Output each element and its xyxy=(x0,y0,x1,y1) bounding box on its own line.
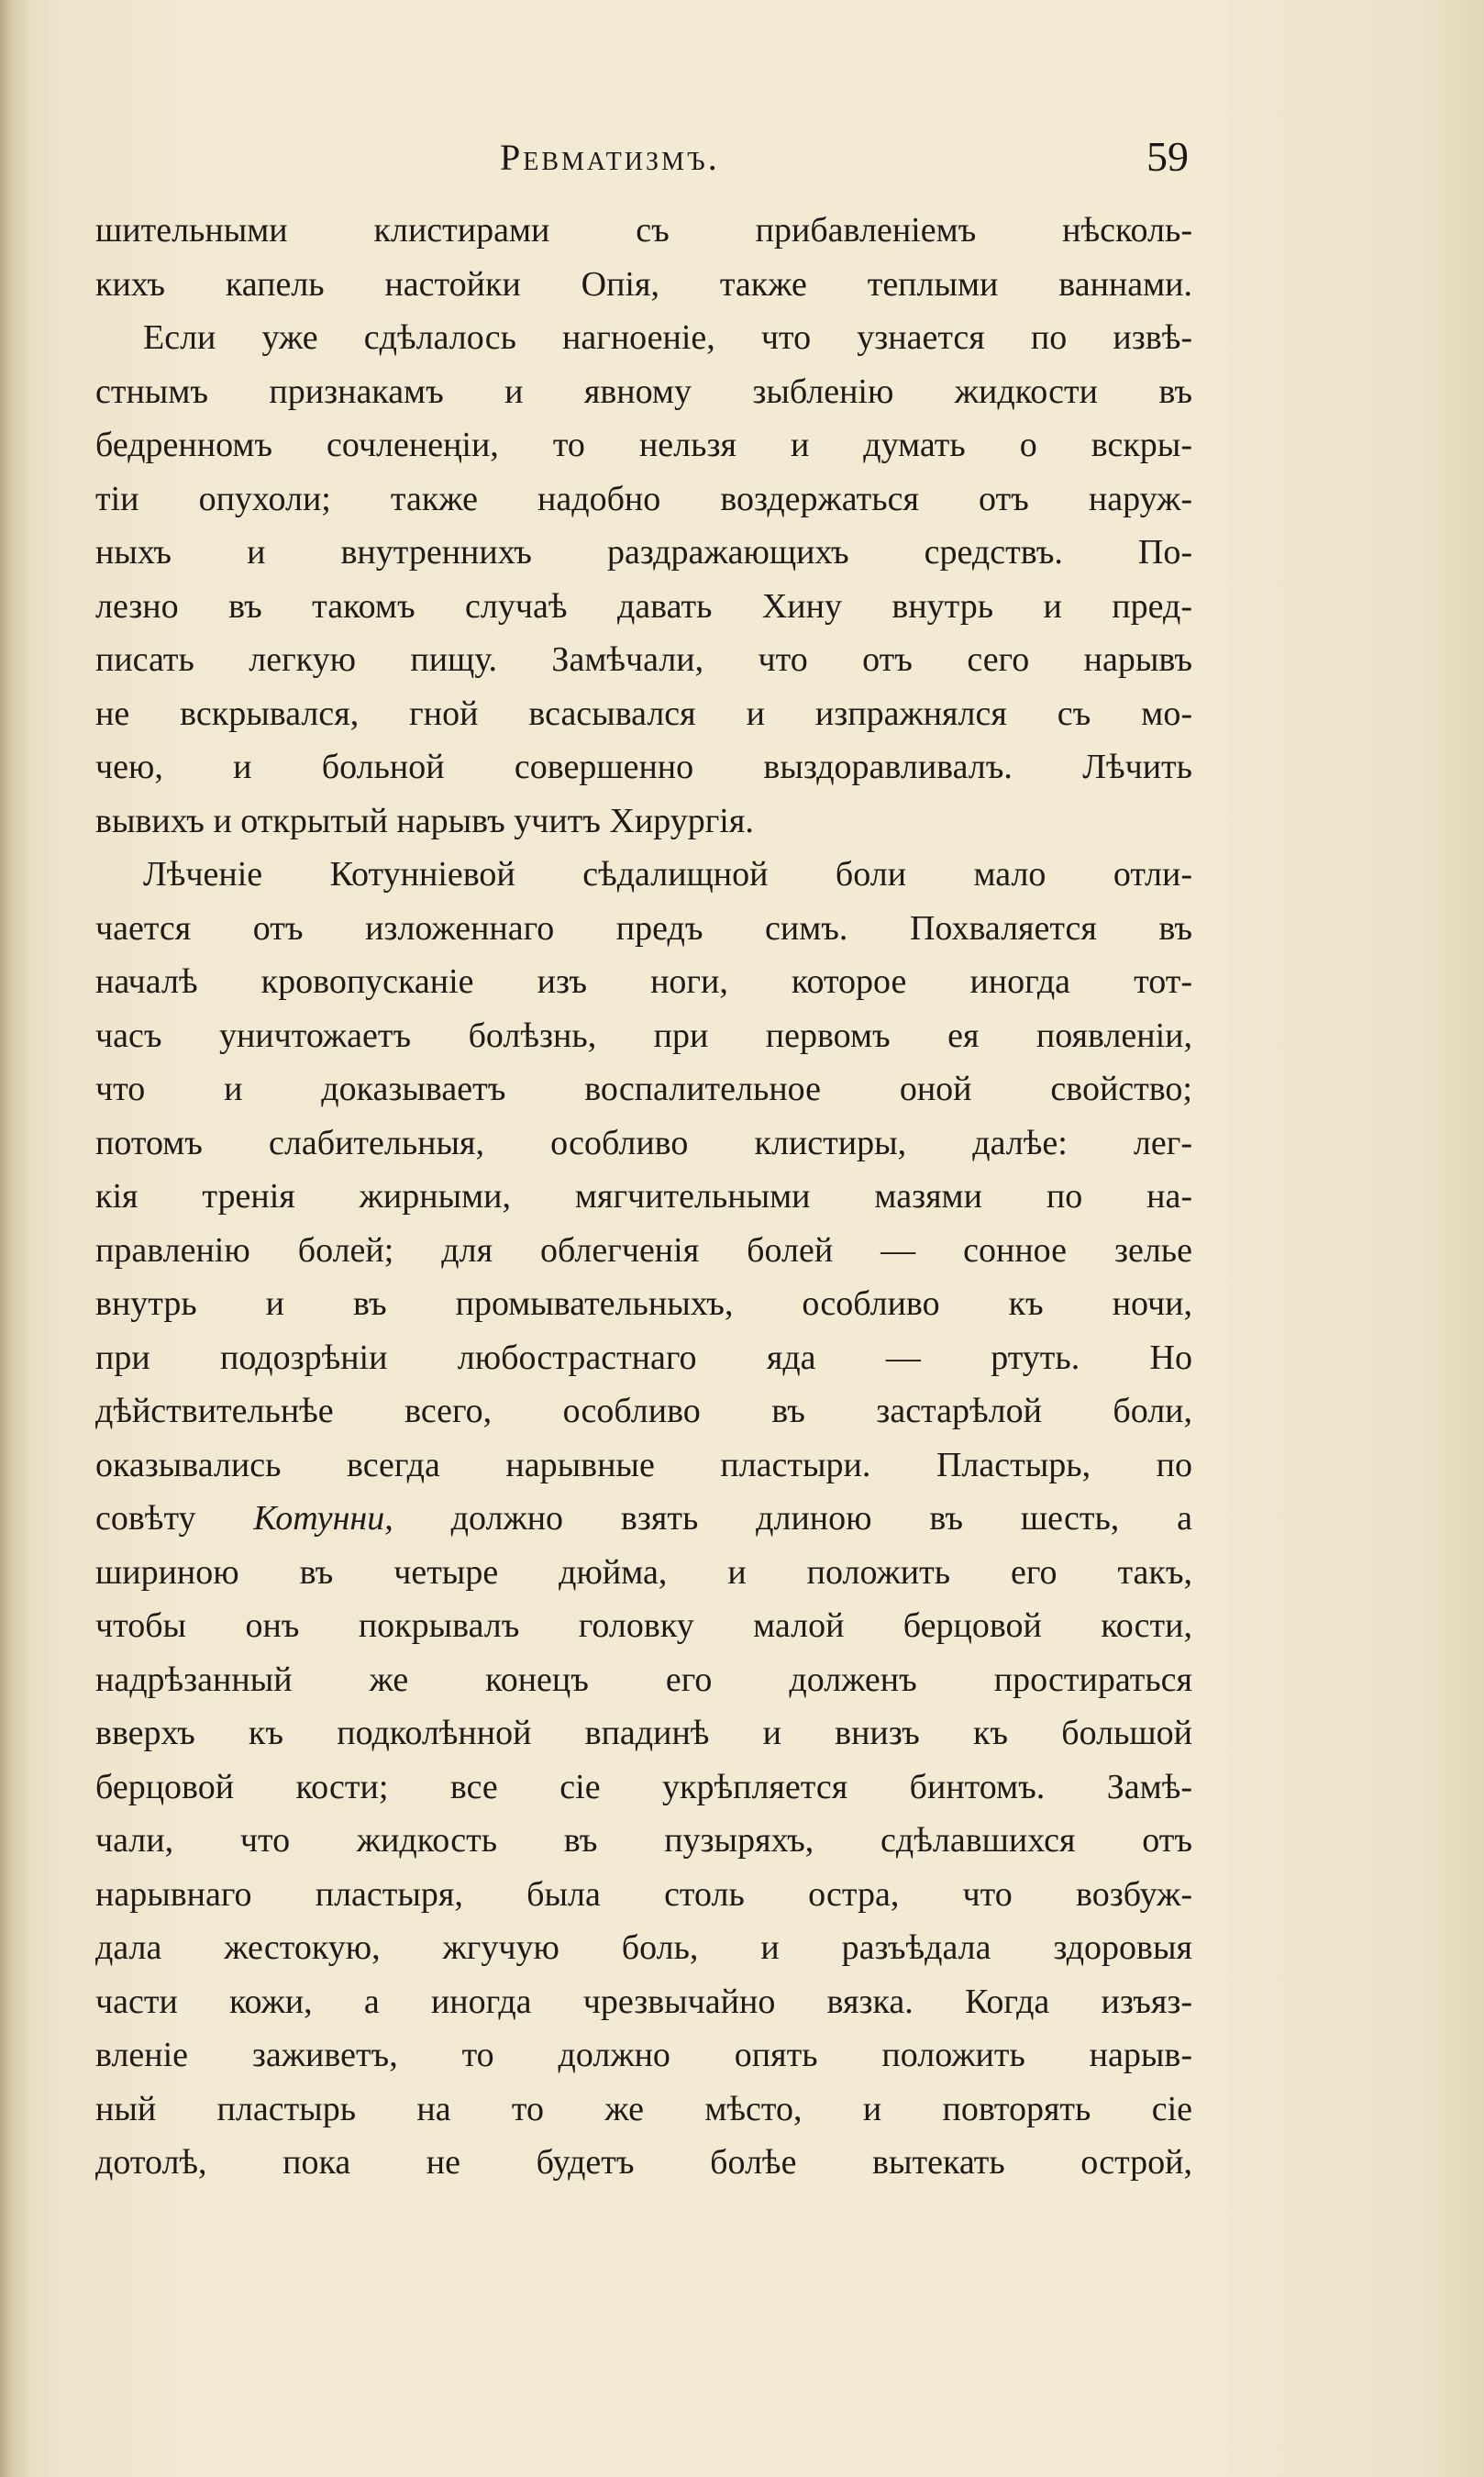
text-line: шительными клистирами съ прибавленіемъ нѣсколь- xyxy=(95,211,1192,250)
text-segment: должно взять длиною въ шесть, а xyxy=(450,1499,1192,1538)
text-line: нарывнаго пластыря, была столь остра, что возбуж- xyxy=(95,1874,1192,1914)
body-text xyxy=(95,204,1192,2190)
text-line: при подозрѣніи любострастнаго яда — ртуть. Но xyxy=(95,1338,1192,1377)
text-line: стнымъ признакамъ и явному зыбленію жидкости въ xyxy=(95,372,1192,411)
text-line: вывихъ и открытый нарывъ учитъ Хирургія. xyxy=(95,801,754,840)
text-line: шириною въ четыре дюйма, и положить его такъ, xyxy=(95,1552,1192,1592)
text-line: потомъ слабительныя, особливо клистиры, далѣе: лег- xyxy=(95,1123,1192,1162)
text-line: кихъ капель настойки Опія, также теплыми ваннами. xyxy=(95,264,1192,304)
text-line: Если уже сдѣлалось нагноеніе, что узнается по извѣ- xyxy=(143,318,1192,357)
text-line: берцовой кости; все сіе укрѣпляется бинтомъ. Замѣ- xyxy=(95,1767,1192,1806)
running-title: Ревматизмъ. xyxy=(500,137,720,178)
text-line: внутрь и въ промывательныхъ, особливо къ ночи, xyxy=(95,1284,1192,1323)
text-line: надрѣзанный же конецъ его долженъ простираться xyxy=(95,1660,1192,1699)
text-line: Лѣченіе Котунніевой сѣдалищной боли мало отли- xyxy=(143,855,1192,894)
text-line: чается отъ изложеннаго предъ симъ. Похваляется въ xyxy=(95,908,1192,948)
text-line: чею, и больной совершенно выздоравливалъ. Лѣчить xyxy=(95,748,1192,786)
text-line: писать легкую пищу. Замѣчали, что отъ сего нарывъ xyxy=(95,640,1192,679)
text-line: оказывались всегда нарывные пластыри. Пластырь, по xyxy=(95,1445,1192,1484)
text-line: вленіе заживетъ, то должно опять положить нарыв- xyxy=(95,2036,1192,2074)
text-line: правленію болей; для облегченія болей — сонное зелье xyxy=(95,1230,1192,1270)
text-line: бедренномъ сочленеңіи, то нельзя и думать о вскры- xyxy=(95,426,1192,464)
text-line: что и доказываетъ воспалительное оной свойство; xyxy=(95,1070,1192,1108)
text-line: кія тренія жирными, мягчительными мазями по на- xyxy=(95,1177,1192,1216)
text-line: началѣ кровопусканіе изъ ноги, которое иногда тот- xyxy=(95,962,1192,1001)
page-number: 59 xyxy=(1146,133,1189,180)
text-line: дотолѣ, пока не будетъ болѣе вытекать острой, xyxy=(95,2143,1192,2182)
author-name: Котунни, xyxy=(253,1499,393,1538)
text-line: вверхъ къ подколѣнной впадинѣ и внизъ къ большой xyxy=(95,1714,1192,1752)
text-line: ныхъ и внутреннихъ раздражающихъ средствъ. По- xyxy=(95,533,1192,572)
text-line: не вскрывался, гной всасывался и изпражнялся съ мо- xyxy=(95,694,1192,733)
text-line: части кожи, а иногда чрезвычайно вязка. Когда изъяз- xyxy=(95,1982,1192,2021)
text-line: дала жестокую, жгучую боль, и разъѣдала здоровыя xyxy=(95,1928,1192,1967)
text-line: чали, что жидкость въ пузыряхъ, сдѣлавшихся отъ xyxy=(95,1821,1192,1860)
running-head xyxy=(92,133,1220,191)
text-line: ный пластырь на то же мѣсто, и повторять сіе xyxy=(95,2089,1192,2128)
text-line: лезно въ такомъ случаѣ давать Хину внутрь и пред- xyxy=(95,586,1192,626)
text-segment: совѣту xyxy=(95,1499,196,1538)
binding-shadow xyxy=(0,0,31,2477)
text-line: дѣйствительнѣе всего, особливо въ застарѣлой боли, xyxy=(95,1392,1192,1430)
text-line: тіи опухоли; также надобно воздержаться отъ наруж- xyxy=(95,479,1192,518)
text-line-with-name xyxy=(95,1492,1192,1546)
text-line: чтобы онъ покрывалъ головку малой берцовой кости, xyxy=(95,1606,1192,1645)
text-line: часъ уничтожаетъ болѣзнь, при первомъ ея появленіи, xyxy=(95,1016,1192,1055)
